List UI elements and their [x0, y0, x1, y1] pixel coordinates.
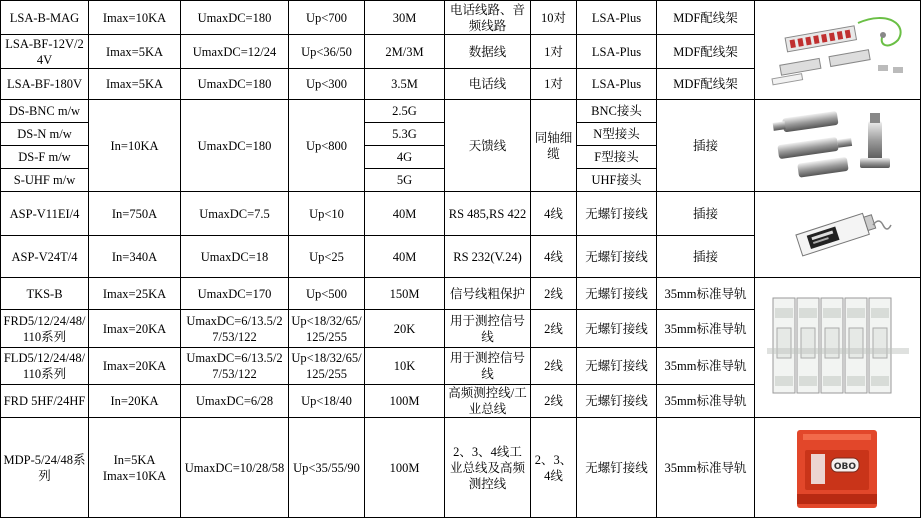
- voltage-cell: UmaxDC=180: [181, 69, 289, 100]
- lines-cell: 4线: [531, 192, 577, 236]
- model-cell: FLD5/12/24/48/110系列: [1, 348, 89, 385]
- bandwidth-cell: 3.5M: [365, 69, 445, 100]
- connection-cell: LSA-Plus: [577, 69, 657, 100]
- connection-cell: 无螺钉接线: [577, 236, 657, 278]
- mdp-product-image: [755, 418, 921, 518]
- bandwidth-cell: 150M: [365, 278, 445, 310]
- lsa-product-image: [755, 1, 921, 100]
- model-cell: TKS-B: [1, 278, 89, 310]
- connection-cell: 无螺钉接线: [577, 192, 657, 236]
- bandwidth-cell: 100M: [365, 385, 445, 418]
- table-row: [1, 192, 921, 236]
- table-row: [1, 1, 921, 35]
- application-cell: 天馈线: [445, 100, 531, 192]
- model-cell: FRD5/12/24/48/110系列: [1, 310, 89, 348]
- bandwidth-cell: 10K: [365, 348, 445, 385]
- current-cell: In=750A: [89, 192, 181, 236]
- mounting-cell: MDF配线架: [657, 35, 755, 69]
- lines-cell: 同轴细缆: [531, 100, 577, 192]
- protection-cell: Up<18/32/65/125/255: [289, 348, 365, 385]
- protection-cell: Up<18/32/65/125/255: [289, 310, 365, 348]
- model-cell: FRD 5HF/24HF: [1, 385, 89, 418]
- bandwidth-cell: 5G: [365, 169, 445, 192]
- mounting-cell: 35mm标准导轨: [657, 348, 755, 385]
- model-cell: ASP-V24T/4: [1, 236, 89, 278]
- application-cell: 2、3、4线工业总线及高频测控线: [445, 418, 531, 518]
- application-cell: 电话线路、音频线路: [445, 1, 531, 35]
- bandwidth-cell: 5.3G: [365, 123, 445, 146]
- bandwidth-cell: 40M: [365, 192, 445, 236]
- protection-cell: Up<25: [289, 236, 365, 278]
- connection-cell: UHF接头: [577, 169, 657, 192]
- bandwidth-cell: 2M/3M: [365, 35, 445, 69]
- ds-product-image: [755, 100, 921, 192]
- current-cell: In=20KA: [89, 385, 181, 418]
- protection-cell: Up<10: [289, 192, 365, 236]
- mounting-cell: 插接: [657, 100, 755, 192]
- mounting-cell: 插接: [657, 236, 755, 278]
- current-cell: Imax=20KA: [89, 348, 181, 385]
- current-cell: Imax=5KA: [89, 35, 181, 69]
- bandwidth-cell: 30M: [365, 1, 445, 35]
- bandwidth-cell: 4G: [365, 146, 445, 169]
- lines-cell: 2线: [531, 385, 577, 418]
- voltage-cell: UmaxDC=7.5: [181, 192, 289, 236]
- protection-cell: Up<800: [289, 100, 365, 192]
- current-cell: In=10KA: [89, 100, 181, 192]
- connection-cell: N型接头: [577, 123, 657, 146]
- application-cell: 高频测控线/工业总线: [445, 385, 531, 418]
- protection-cell: Up<36/50: [289, 35, 365, 69]
- lines-cell: 4线: [531, 236, 577, 278]
- connection-cell: 无螺钉接线: [577, 348, 657, 385]
- model-cell: MDP-5/24/48系列: [1, 418, 89, 518]
- model-cell: DS-N m/w: [1, 123, 89, 146]
- model-cell: DS-F m/w: [1, 146, 89, 169]
- bandwidth-cell: 40M: [365, 236, 445, 278]
- connection-cell: BNC接头: [577, 100, 657, 123]
- connection-cell: LSA-Plus: [577, 1, 657, 35]
- voltage-cell: UmaxDC=170: [181, 278, 289, 310]
- current-cell: In=340A: [89, 236, 181, 278]
- model-cell: LSA-B-MAG: [1, 1, 89, 35]
- mounting-cell: 35mm标准导轨: [657, 385, 755, 418]
- connection-cell: 无螺钉接线: [577, 385, 657, 418]
- lines-cell: 1对: [531, 35, 577, 69]
- connection-cell: F型接头: [577, 146, 657, 169]
- application-cell: RS 232(V.24): [445, 236, 531, 278]
- application-cell: 信号线粗保护: [445, 278, 531, 310]
- bandwidth-cell: 2.5G: [365, 100, 445, 123]
- lines-cell: 1对: [531, 69, 577, 100]
- voltage-cell: UmaxDC=10/28/58: [181, 418, 289, 518]
- mounting-cell: 35mm标准导轨: [657, 278, 755, 310]
- voltage-cell: UmaxDC=12/24: [181, 35, 289, 69]
- model-cell: DS-BNC m/w: [1, 100, 89, 123]
- current-cell: Imax=20KA: [89, 310, 181, 348]
- voltage-cell: UmaxDC=6/13.5/27/53/122: [181, 348, 289, 385]
- connection-cell: LSA-Plus: [577, 35, 657, 69]
- protection-cell: Up<700: [289, 1, 365, 35]
- application-cell: RS 485,RS 422: [445, 192, 531, 236]
- mounting-cell: 插接: [657, 192, 755, 236]
- lines-cell: 2线: [531, 278, 577, 310]
- model-cell: ASP-V11EI/4: [1, 192, 89, 236]
- mounting-cell: MDF配线架: [657, 1, 755, 35]
- current-line-2: Imax=10KA: [102, 468, 167, 483]
- bandwidth-cell: 100M: [365, 418, 445, 518]
- current-cell: Imax=5KA: [89, 69, 181, 100]
- voltage-cell: UmaxDC=180: [181, 100, 289, 192]
- connection-cell: 无螺钉接线: [577, 310, 657, 348]
- application-cell: 数据线: [445, 35, 531, 69]
- mounting-cell: 35mm标准导轨: [657, 418, 755, 518]
- table-row: [1, 100, 921, 123]
- lines-cell: 2线: [531, 348, 577, 385]
- model-cell: LSA-BF-12V/24V: [1, 35, 89, 69]
- lines-cell: 2、3、4线: [531, 418, 577, 518]
- current-cell: Imax=25KA: [89, 278, 181, 310]
- voltage-cell: UmaxDC=180: [181, 1, 289, 35]
- lines-cell: 2线: [531, 310, 577, 348]
- voltage-cell: UmaxDC=6/28: [181, 385, 289, 418]
- application-cell: 用于测控信号线: [445, 310, 531, 348]
- application-cell: 用于测控信号线: [445, 348, 531, 385]
- protection-cell: Up<500: [289, 278, 365, 310]
- protection-cell: Up<300: [289, 69, 365, 100]
- bandwidth-cell: 20K: [365, 310, 445, 348]
- model-cell: S-UHF m/w: [1, 169, 89, 192]
- lines-cell: 10对: [531, 1, 577, 35]
- current-line-1: In=5KA: [113, 452, 156, 467]
- voltage-cell: UmaxDC=6/13.5/27/53/122: [181, 310, 289, 348]
- connection-cell: 无螺钉接线: [577, 418, 657, 518]
- asp-product-image: [755, 192, 921, 278]
- application-cell: 电话线: [445, 69, 531, 100]
- connection-cell: 无螺钉接线: [577, 278, 657, 310]
- svg-text:OBO: OBO: [833, 461, 856, 472]
- table-row: [1, 418, 921, 518]
- voltage-cell: UmaxDC=18: [181, 236, 289, 278]
- mounting-cell: MDF配线架: [657, 69, 755, 100]
- table-row: [1, 278, 921, 310]
- current-cell: [89, 418, 181, 518]
- frd-product-image: [755, 278, 921, 418]
- mounting-cell: 35mm标准导轨: [657, 310, 755, 348]
- protection-cell: Up<35/55/90: [289, 418, 365, 518]
- current-cell: Imax=10KA: [89, 1, 181, 35]
- model-cell: LSA-BF-180V: [1, 69, 89, 100]
- protection-cell: Up<18/40: [289, 385, 365, 418]
